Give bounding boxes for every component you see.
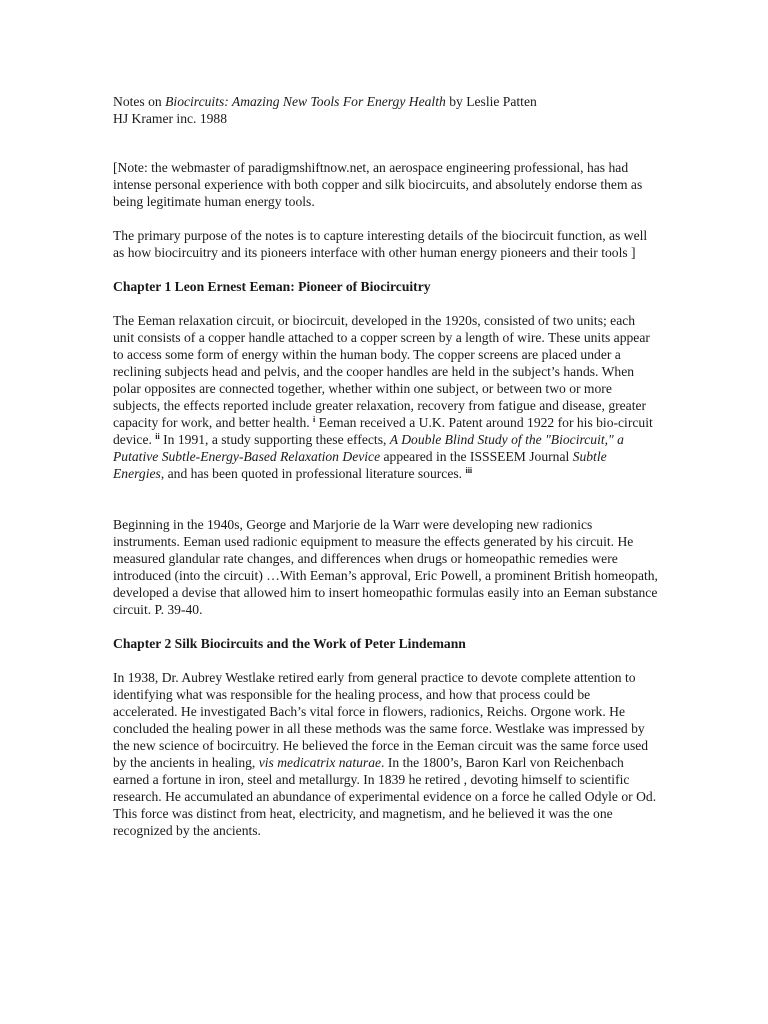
eeman-text-e: , and has been quoted in professional literature sources.	[160, 466, 466, 481]
chapter2-heading: Chapter 2 Silk Biocircuits and the Work of Peter Lindemann	[113, 636, 466, 651]
title-prefix: Notes on	[113, 94, 166, 109]
radionics-paragraph: Beginning in the 1940s, George and Marjorie de la Warr were developing new radionics instruments. Eeman used radionic equipment to measure the effects generated by his circuit. He measured glandular rate changes, and differences when drugs or homeopathic remedies were introduced (into the circuit) …With Eeman’s approval, Eric Powell, a prominent British homeopath, developed a devise that allowed him to insert homeopathic formulas easily into an Eeman substance circuit. P. 39-40.	[113, 517, 658, 617]
footnote-ref: i	[313, 415, 316, 424]
footnote-ref: ii	[155, 432, 160, 441]
westlake-text-a: In 1938, Dr. Aubrey Westlake retired early from general practice to devote complete attention to identifying what was responsible for the healing process, and how that process could be accelerated. He investigated Bach’s vital force in flowers, radionics, Reichs. Orgone work. He concluded the healing power in all these methods was the same force. Westlake was impressed by the new science of bocircuitry. He believed the force in the Eeman circuit was the same force used by the ancients in healing,	[113, 670, 649, 770]
westlake-text-b: . In the 1800’s, Baron Karl von Reichenbach earned a fortune in iron, steel and metallurgy. In 1839 he retired , devoting himself to scientific research. He accumulated an abundance of experimental evidence on a force he called Odyle or Od. This force was distinct from heat, electricity, and magnetism, and he believed it was the one recognized by the ancients.	[113, 755, 657, 838]
eeman-text-c: In 1991, a study supporting these effects,	[159, 432, 390, 447]
footnote-ref: iii	[465, 466, 473, 475]
eeman-text-a: The Eeman relaxation circuit, or biocircuit, developed in the 1920s, consisted of two units; each unit consists of a copper handle attached to a copper screen by a length of wire. These units appear to access some form of energy within the human body. The copper screens are placed under a reclining subjects head and pelvis, and the cooper handles are held in the subject’s hands. When polar opposites are connected together, whether within one subject, or between two or more subjects, the effects reported include greater relaxation, recovery from fatigue and disease, greater capacity for work, and better health.	[113, 313, 650, 430]
title-author: by Leslie Patten	[445, 94, 537, 109]
journal-name: Subtle Energies	[113, 449, 607, 481]
eeman-text-d: appeared in the ISSSEEM Journal	[380, 449, 573, 464]
westlake-paragraph	[113, 669, 658, 839]
purpose-paragraph: The primary purpose of the notes is to capture interesting details of the biocircuit function, as well as how biocircuitry and its pioneers interface with other human energy pioneers and their tools ]	[113, 228, 648, 260]
chapter1-heading: Chapter 1 Leon Ernest Eeman: Pioneer of Biocircuitry	[113, 279, 431, 294]
latin-phrase: vis medicatrix naturae	[258, 755, 382, 770]
study-title: A Double Blind Study of the "Biocircuit," a Putative Subtle-Energy-Based Relaxation Device	[113, 432, 624, 464]
document-page	[113, 93, 658, 839]
eeman-text-b: Eeman received a U.K. Patent around 1922 for his bio-circuit device.	[113, 415, 653, 447]
book-title: Biocircuits: Amazing New Tools For Energy Health	[165, 94, 446, 109]
title-line	[113, 93, 658, 110]
publisher-line: HJ Kramer inc. 1988	[113, 111, 228, 126]
webmaster-note: [Note: the webmaster of paradigmshiftnow.net, an aerospace engineering professional, has had intense personal experience with both copper and silk biocircuits, and absolutely endorse them as being legitimate human energy tools.	[113, 160, 643, 209]
eeman-paragraph	[113, 312, 658, 482]
